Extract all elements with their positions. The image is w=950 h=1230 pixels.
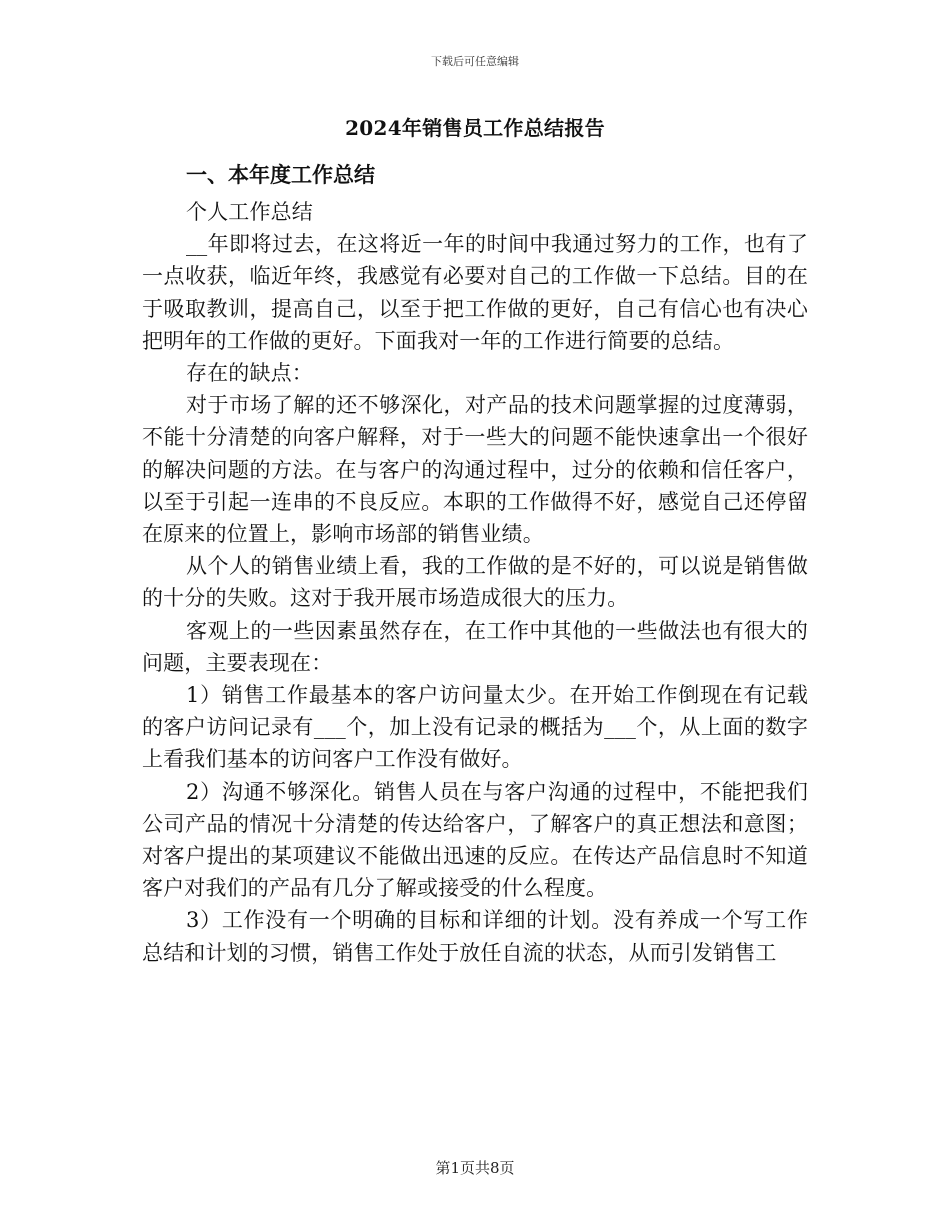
- paragraph-personal-summary-label: 个人工作总结: [186, 200, 313, 224]
- document-content: [142, 112, 808, 969]
- paragraph-market-understanding: 对于市场了解的还不够深化，对产品的技术问题掌握的过度薄弱，不能十分清楚的向客户解释，对于一些大的问题不能快速拿出一个很好的解决问题的方法。在与客户的沟通过程中，过分的依赖和信任客户，以至于引起一连串的不良反应。本职的工作做得不好，感觉自己还停留在原来的位置上，影响市场部的销售业绩。: [142, 393, 808, 547]
- paragraph-problem-2: 2）沟通不够深化。销售人员在与客户沟通的过程中，不能把我们公司产品的情况十分清楚的传达给客户，了解客户的真正想法和意图；对客户提出的某项建议不能做出迅速的反应。在传达产品信息时不知道客户对我们的产品有几分了解或接受的什么程度。: [142, 779, 808, 901]
- section-heading: 一、本年度工作总结: [186, 162, 375, 187]
- paragraph-shortcomings-label: 存在的缺点：: [186, 361, 313, 386]
- paragraph-sales-performance: 从个人的销售业绩上看，我的工作做的是不好的，可以说是销售做的十分的失败。这对于我开展市场造成很大的压力。: [142, 554, 808, 611]
- paragraph-introduction: __年即将过去，在这将近一年的时间中我通过努力的工作，也有了一点收获，临近年终，我感觉有必要对自己的工作做一下总结。目的在于吸取教训，提高自己，以至于把工作做的更好，自己有信心也有决心把明年的工作做的更好。下面我对一年的工作进行简要的总结。: [142, 232, 808, 353]
- paragraph-problem-3: 3）工作没有一个明确的目标和详细的计划。没有养成一个写工作总结和计划的习惯，销售工作处于放任自流的状态，从而引发销售工: [142, 908, 808, 965]
- paragraph-main-problems: 客观上的一些因素虽然存在，在工作中其他的一些做法也有很大的问题，主要表现在：: [142, 618, 808, 675]
- header-note: 下载后可任意编辑: [431, 55, 519, 68]
- paragraph-problem-1: 1）销售工作最基本的客户访问量太少。在开始工作倒现在有记载的客户访问记录有___个，加上没有记录的概括为___个，从上面的数字上看我们基本的访问客户工作没有做好。: [142, 683, 808, 772]
- document-title: 2024年销售员工作总结报告: [345, 116, 605, 140]
- page-number: 第1页共8页: [435, 1159, 515, 1177]
